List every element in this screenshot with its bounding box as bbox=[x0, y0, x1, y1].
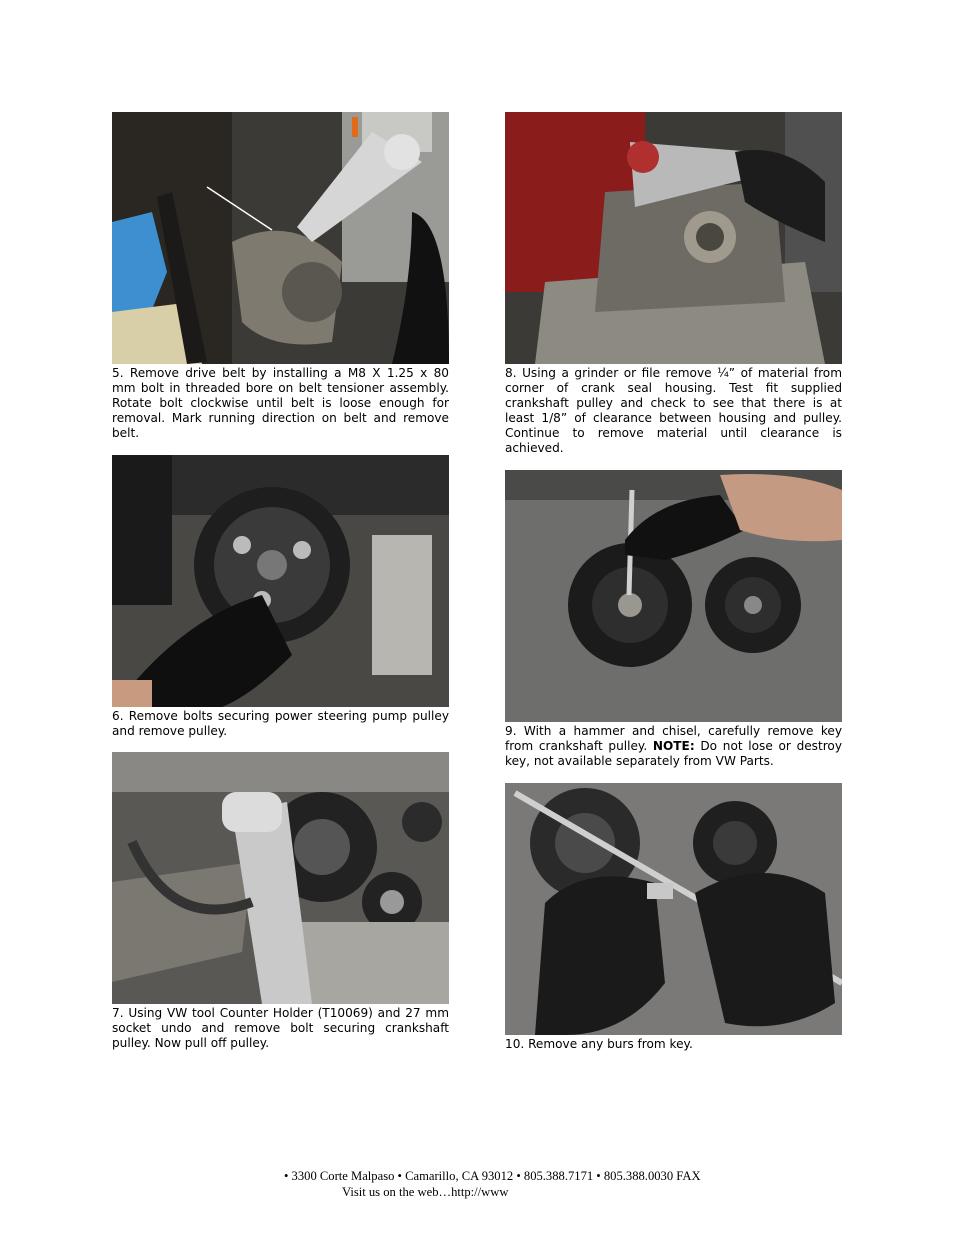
step-6-caption: 6. Remove bolts securing power steering pump pulley and remove pulley. bbox=[112, 709, 449, 738]
step-9-caption-rest: Do not lose or destroy key, not available separately from VW Parts. bbox=[505, 739, 842, 768]
step-9-note-label: NOTE: bbox=[652, 739, 695, 753]
step-5 bbox=[112, 112, 449, 441]
step-8-photo bbox=[505, 112, 842, 364]
step-10-caption: 10. Remove any burs from key. bbox=[505, 1037, 693, 1051]
step-9-caption-text: 9. With a hammer and chisel, carefully remove key from crankshaft pulley. bbox=[505, 724, 842, 753]
step-8-caption: 8. Using a grinder or file remove ¼” of material from corner of crank seal housing. Test fit supplied crankshaft pulley and check to see that there is at least 1/8” of clearance between housing and pulley. Continue to remove material until clearance is achieved. bbox=[505, 366, 842, 455]
step-6-photo bbox=[112, 455, 449, 707]
step-5-caption: 5. Remove drive belt by installing a M8 X 1.25 x 80 mm bolt in threaded bore on belt tensioner assembly. Rotate bolt clockwise until belt is loose enough for removal. Mark running direction on belt and remove belt. bbox=[112, 366, 449, 440]
step-10 bbox=[505, 783, 842, 1052]
step-6 bbox=[112, 455, 449, 739]
step-9 bbox=[505, 470, 842, 769]
step-7 bbox=[112, 752, 449, 1051]
step-7-caption: 7. Using VW tool Counter Holder (T10069) and 27 mm socket undo and remove bolt securing crankshaft pulley. Now pull off pulley. bbox=[112, 1006, 449, 1050]
footer-address: • 3300 Corte Malpaso • Camarillo, CA 93012 • 805.388.7171 • 805.388.0030 FAX bbox=[284, 1169, 701, 1183]
step-10-photo bbox=[505, 783, 842, 1035]
footer-web: Visit us on the web…http://www bbox=[342, 1185, 509, 1199]
step-9-caption bbox=[505, 724, 842, 769]
step-9-photo bbox=[505, 470, 842, 722]
step-5-photo bbox=[112, 112, 449, 364]
step-7-photo bbox=[112, 752, 449, 1004]
step-8 bbox=[505, 112, 842, 456]
